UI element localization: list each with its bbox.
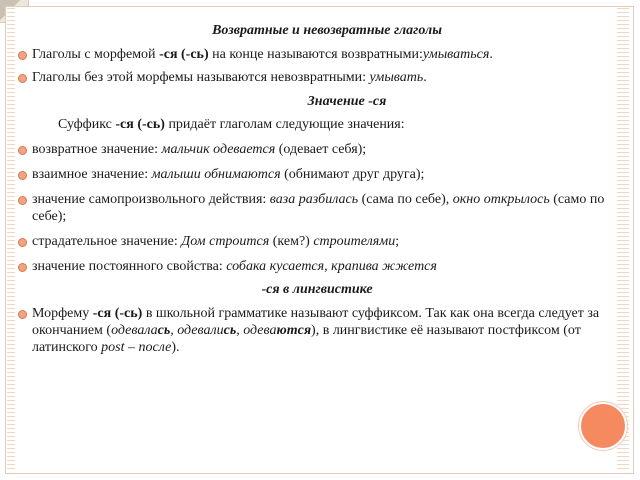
- bullet-postfix-explanation: Морфему -ся (-сь) в школьной грамматике называют суффиксом. Так как она всегда следует за окончанием (одевалась, одевались, одеваются), в лингвистике её называют постфиксом (от латинского post – после).: [18, 305, 616, 356]
- bullet-nonreflexive-definition: Глаголы без этой морфемы называются невозвратными: умывать.: [18, 69, 616, 86]
- slide-content: [18, 20, 616, 356]
- slide-title: Возвратные и невозвратные глаголы: [212, 23, 442, 38]
- bullet-meaning-reflexive: возвратное значение: мальчик одевается (одевает себя);: [18, 141, 616, 158]
- bullet-reflexive-definition: Глаголы с морфемой -ся (-сь) на конце называются возвратными:умываться.: [18, 46, 616, 63]
- bullet-meaning-spontaneous: значение самопроизвольного действия: ваза разбилась (сама по себе), окно открылось (само по себе);: [18, 191, 616, 225]
- bullet-meaning-passive: страдательное значение: Дом строится (кем?) строителями;: [18, 233, 616, 250]
- bullet-meaning-reciprocal: взаимное значение: малыши обнимаются (обнимают друг друга);: [18, 166, 616, 183]
- orange-circle-decoration: [579, 402, 627, 450]
- bullet-meaning-permanent: значение постоянного свойства: собака кусается, крапива жжется: [18, 258, 616, 275]
- suffix-intro: Суффикс -ся (-сь) придаёт глаголам следующие значения:: [58, 117, 405, 132]
- right-stripe-decoration: [617, 8, 629, 472]
- section-heading-linguistics: -ся в лингвистике: [261, 282, 373, 297]
- left-stripe-decoration: [7, 8, 15, 472]
- section-heading-meaning: Значение -ся: [307, 94, 387, 109]
